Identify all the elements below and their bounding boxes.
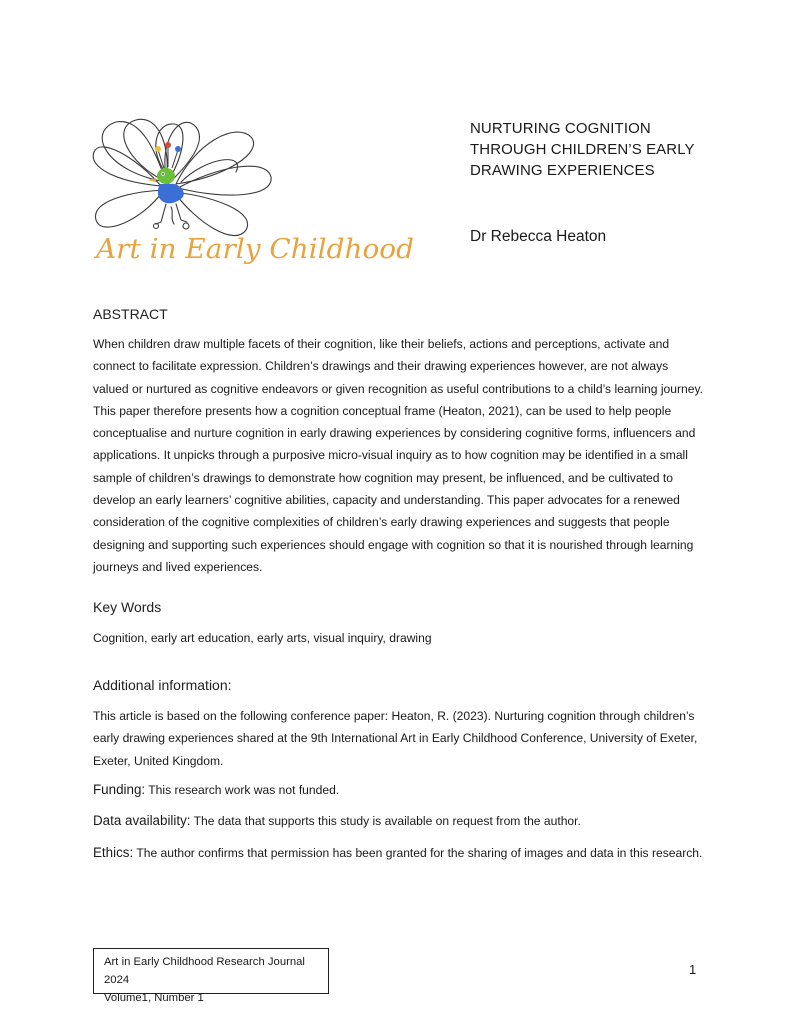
paper-title [470,118,770,181]
funding-text: This research work was not funded. [145,783,340,797]
logo [86,112,426,272]
data-availability-text: The data that supports this study is available on request from the author. [190,814,581,828]
abstract-text: When children draw multiple facets of their cognition, like their beliefs, actions and perceptions, activate and connect to facilitate expression. Children’s drawings and their drawing experiences however, are not always valued or nurtured as cognitive endeavors or given recognition as useful contributions to a child’s learning journey. This paper therefore presents how a cognition conceptual frame (Heaton, 2021), can be used to help people conceptualise and nurture cognition in early drawing experiences by considering cognitive forms, influencers and applications. It unpicks through a purposive micro-visual inquiry as to how cognition may be identified in a small sample of children’s drawings to demonstrate how cognition may present, be influenced, and be cultivated to develop an early learners’ cognitive abilities, capacity and understanding. This paper advocates for a renewed consideration of the cognitive complexities of children’s early drawing experiences and suggests that people designing and supporting such experiences should engage with cognition so that it is nourished through learning journeys and lived experiences. [93,337,703,574]
author-name: Dr Rebecca Heaton [470,228,607,245]
funding-label: Funding: [93,782,146,797]
ethics-label: Ethics: [93,845,134,860]
funding-statement [93,779,703,801]
abstract-heading: ABSTRACT [93,306,168,322]
keywords-text: Cognition, early art education, early arts, visual inquiry, drawing [93,631,432,645]
ethics-text: The author confirms that permission has been granted for the sharing of images and data in this research. [133,846,703,860]
title-line: THROUGH CHILDREN’S EARLY [470,141,695,158]
title-line: NURTURING COGNITION [470,120,651,137]
logo-text: Art in Early Childhood [92,234,414,265]
ethics-statement [93,842,703,864]
journal-footer-box [93,948,329,1004]
flower-bird-logo-icon [86,112,426,272]
conference-note: This article is based on the following conference paper: Heaton, R. (2023). Nurturing cognition through children’s early drawing experiences shared at the 9th International Art in Early Childhood Conference, University of Exeter, Exeter, United Kingdom. [93,709,698,768]
page-number: 1 [689,962,697,977]
data-availability-statement [93,810,703,832]
additional-heading: Additional information: [93,677,232,693]
title-line: DRAWING EXPERIENCES [470,162,655,179]
data-availability-label: Data availability: [93,813,191,828]
keywords-heading: Key Words [93,599,162,615]
journal-name: Art in Early Childhood Research Journal 2024 [104,956,305,986]
journal-volume: Volume1, Number 1 [104,992,204,1004]
